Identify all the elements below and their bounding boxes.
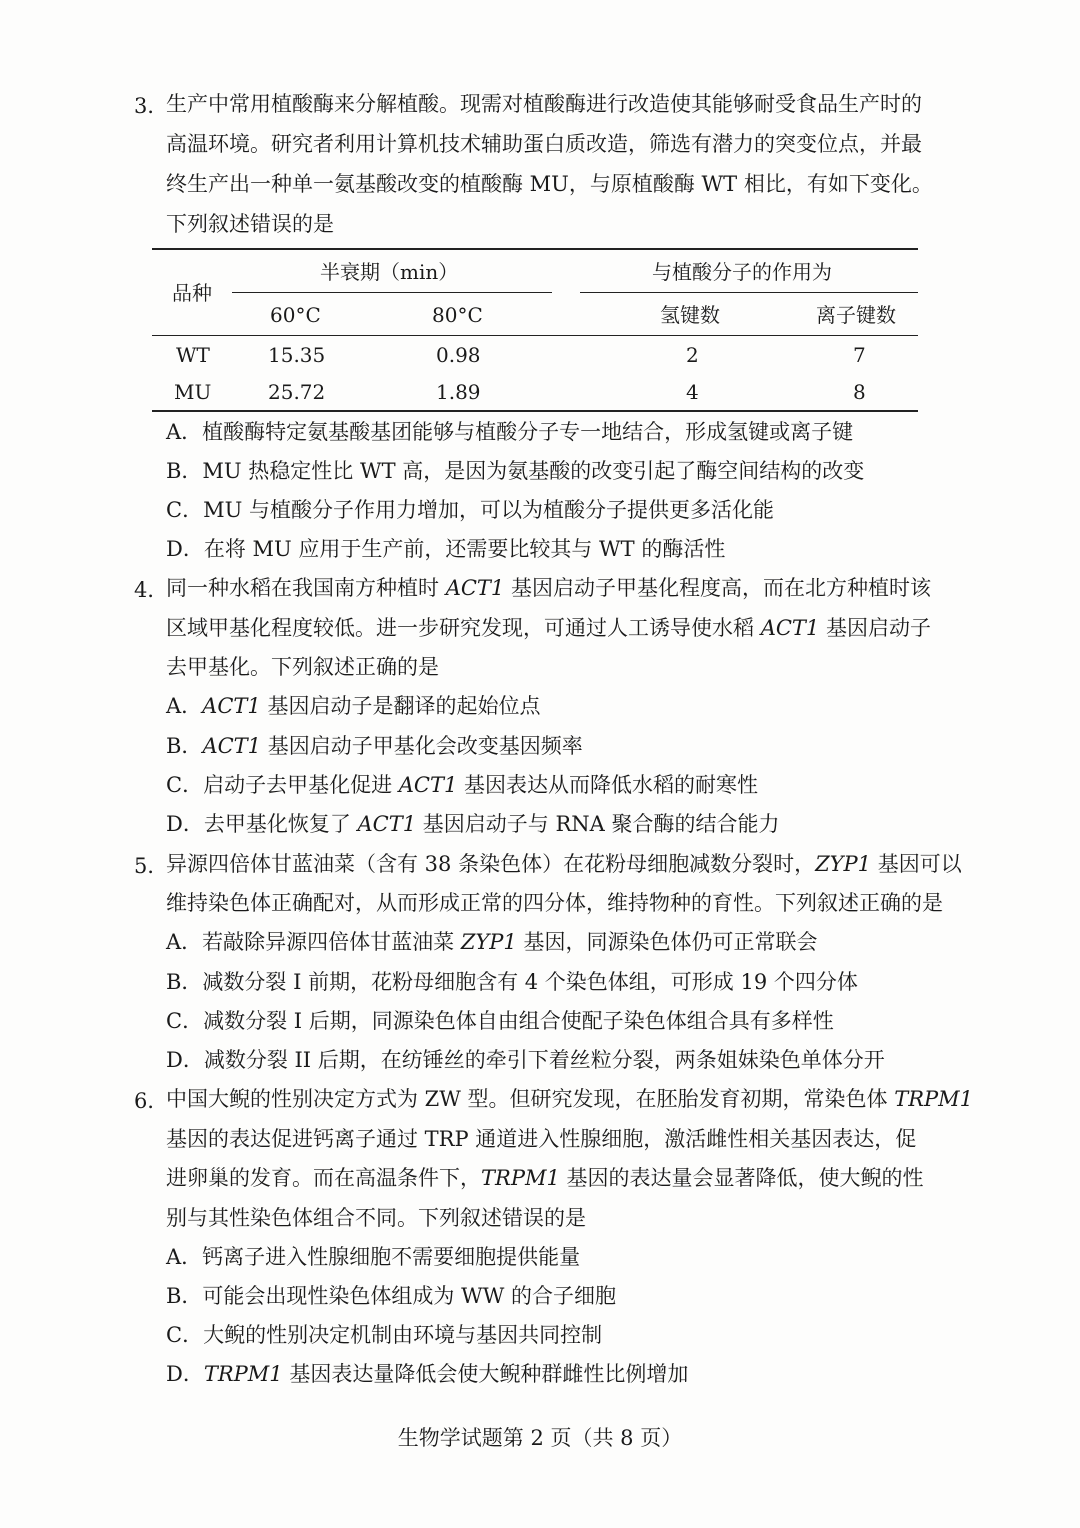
question-6-option-a: A．钙离子进入性腺细胞不需要细胞提供能量 bbox=[166, 1245, 581, 1269]
table-header-variety: 品种 bbox=[172, 281, 212, 305]
table-header-rule bbox=[152, 335, 918, 336]
table-bottom-rule bbox=[152, 410, 918, 412]
question-6-option-b: B．可能会出现性染色体组成为 WW 的合子细胞 bbox=[166, 1284, 616, 1308]
row-wt-ionic: 7 bbox=[853, 343, 866, 367]
question-6-option-d: D．TRPM1 基因表达量降低会使大鲵种群雌性比例增加 bbox=[166, 1362, 689, 1386]
question-3-line-3: 终生产出一种单一氨基酸改变的植酸酶 MU，与原植酸酶 WT 相比，有如下变化。 bbox=[166, 172, 933, 196]
question-3-number: 3． bbox=[134, 94, 169, 118]
question-4-option-c: C．启动子去甲基化促进 ACT1 基因表达从而降低水稻的耐寒性 bbox=[166, 773, 759, 797]
question-3-line-1: 生产中常用植酸酶来分解植酸。现需对植酸酶进行改造使其能够耐受食品生产时的 bbox=[166, 92, 922, 116]
question-5-line-2: 维持染色体正确配对，从而形成正常的四分体，维持物种的育性。下列叙述正确的是 bbox=[166, 891, 943, 915]
question-3-line-4: 下列叙述错误的是 bbox=[166, 212, 334, 236]
table-interaction-rule bbox=[580, 292, 918, 293]
row-wt-hbond: 2 bbox=[686, 343, 699, 367]
question-5-option-d: D．减数分裂 II 后期，在纺锤丝的牵引下着丝粒分裂，两条姐妹染色单体分开 bbox=[166, 1048, 885, 1072]
table-header-halflife: 半衰期（min） bbox=[320, 260, 459, 284]
table-header-60c: 60°C bbox=[270, 303, 321, 327]
question-6-line-1: 中国大鲵的性别决定方式为 ZW 型。但研究发现，在胚胎发育初期，常染色体 TRPM1 bbox=[166, 1087, 974, 1111]
question-3-line-2: 高温环境。研究者利用计算机技术辅助蛋白质改造，筛选有潜力的突变位点，并最 bbox=[166, 132, 922, 156]
question-4-number: 4． bbox=[134, 578, 169, 602]
table-header-hbond: 氢键数 bbox=[660, 303, 720, 327]
row-mu-hbond: 4 bbox=[686, 380, 699, 404]
question-6-line-4: 别与其性染色体组合不同。下列叙述错误的是 bbox=[166, 1206, 586, 1230]
table-top-rule bbox=[152, 248, 918, 250]
question-5-number: 5． bbox=[134, 854, 169, 878]
question-3-option-b: B．MU 热稳定性比 WT 高，是因为氨基酸的改变引起了酶空间结构的改变 bbox=[166, 459, 865, 483]
table-header-80c: 80°C bbox=[432, 303, 483, 327]
question-5-option-c: C．减数分裂 I 后期，同源染色体自由组合使配子染色体组合具有多样性 bbox=[166, 1009, 834, 1033]
question-4-line-2: 区域甲基化程度较低。进一步研究发现，可通过人工诱导使水稻 ACT1 基因启动子 bbox=[166, 616, 931, 640]
question-5-line-1: 异源四倍体甘蓝油菜（含有 38 条染色体）在花粉母细胞减数分裂时，ZYP1 基因可以 bbox=[166, 852, 962, 876]
question-5-option-b: B．减数分裂 I 前期，花粉母细胞含有 4 个染色体组，可形成 19 个四分体 bbox=[166, 970, 858, 994]
question-6-number: 6． bbox=[134, 1089, 169, 1113]
row-mu-ionic: 8 bbox=[853, 380, 866, 404]
question-4-line-3: 去甲基化。下列叙述正确的是 bbox=[166, 655, 439, 679]
question-4-line-1: 同一种水稻在我国南方种植时 ACT1 基因启动子甲基化程度高，而在北方种植时该 bbox=[166, 576, 931, 600]
question-4-option-b: B．ACT1 基因启动子甲基化会改变基因频率 bbox=[166, 734, 583, 758]
table-halflife-rule bbox=[232, 292, 552, 293]
question-3-option-d: D．在将 MU 应用于生产前，还需要比较其与 WT 的酶活性 bbox=[166, 537, 726, 561]
question-3-option-a: A．植酸酶特定氨基酸基团能够与植酸分子专一地结合，形成氢键或离子键 bbox=[166, 420, 854, 444]
table-header-interaction: 与植酸分子的作用为 bbox=[652, 260, 832, 284]
question-4-option-d: D．去甲基化恢复了 ACT1 基因启动子与 RNA 聚合酶的结合能力 bbox=[166, 812, 780, 836]
table-header-ionic: 离子键数 bbox=[816, 303, 896, 327]
question-6-line-2: 基因的表达促进钙离子通过 TRP 通道进入性腺细胞，激活雌性相关基因表达，促 bbox=[166, 1127, 917, 1151]
row-mu-name: MU bbox=[174, 380, 212, 404]
row-wt-name: WT bbox=[176, 343, 210, 367]
page-footer: 生物学试题第 2 页（共 8 页） bbox=[397, 1426, 683, 1450]
row-wt-80: 0.98 bbox=[436, 343, 481, 367]
row-mu-60: 25.72 bbox=[268, 380, 326, 404]
question-3-option-c: C．MU 与植酸分子作用力增加，可以为植酸分子提供更多活化能 bbox=[166, 498, 774, 522]
question-6-line-3: 进卵巢的发育。而在高温条件下，TRPM1 基因的表达量会显著降低，使大鲵的性 bbox=[166, 1166, 924, 1190]
question-4-option-a: A．ACT1 基因启动子是翻译的起始位点 bbox=[166, 694, 541, 718]
question-5-option-a: A．若敲除异源四倍体甘蓝油菜 ZYP1 基因，同源染色体仍可正常联会 bbox=[166, 930, 818, 954]
question-6-option-c: C．大鲵的性别决定机制由环境与基因共同控制 bbox=[166, 1323, 603, 1347]
row-wt-60: 15.35 bbox=[268, 343, 326, 367]
row-mu-80: 1.89 bbox=[436, 380, 481, 404]
